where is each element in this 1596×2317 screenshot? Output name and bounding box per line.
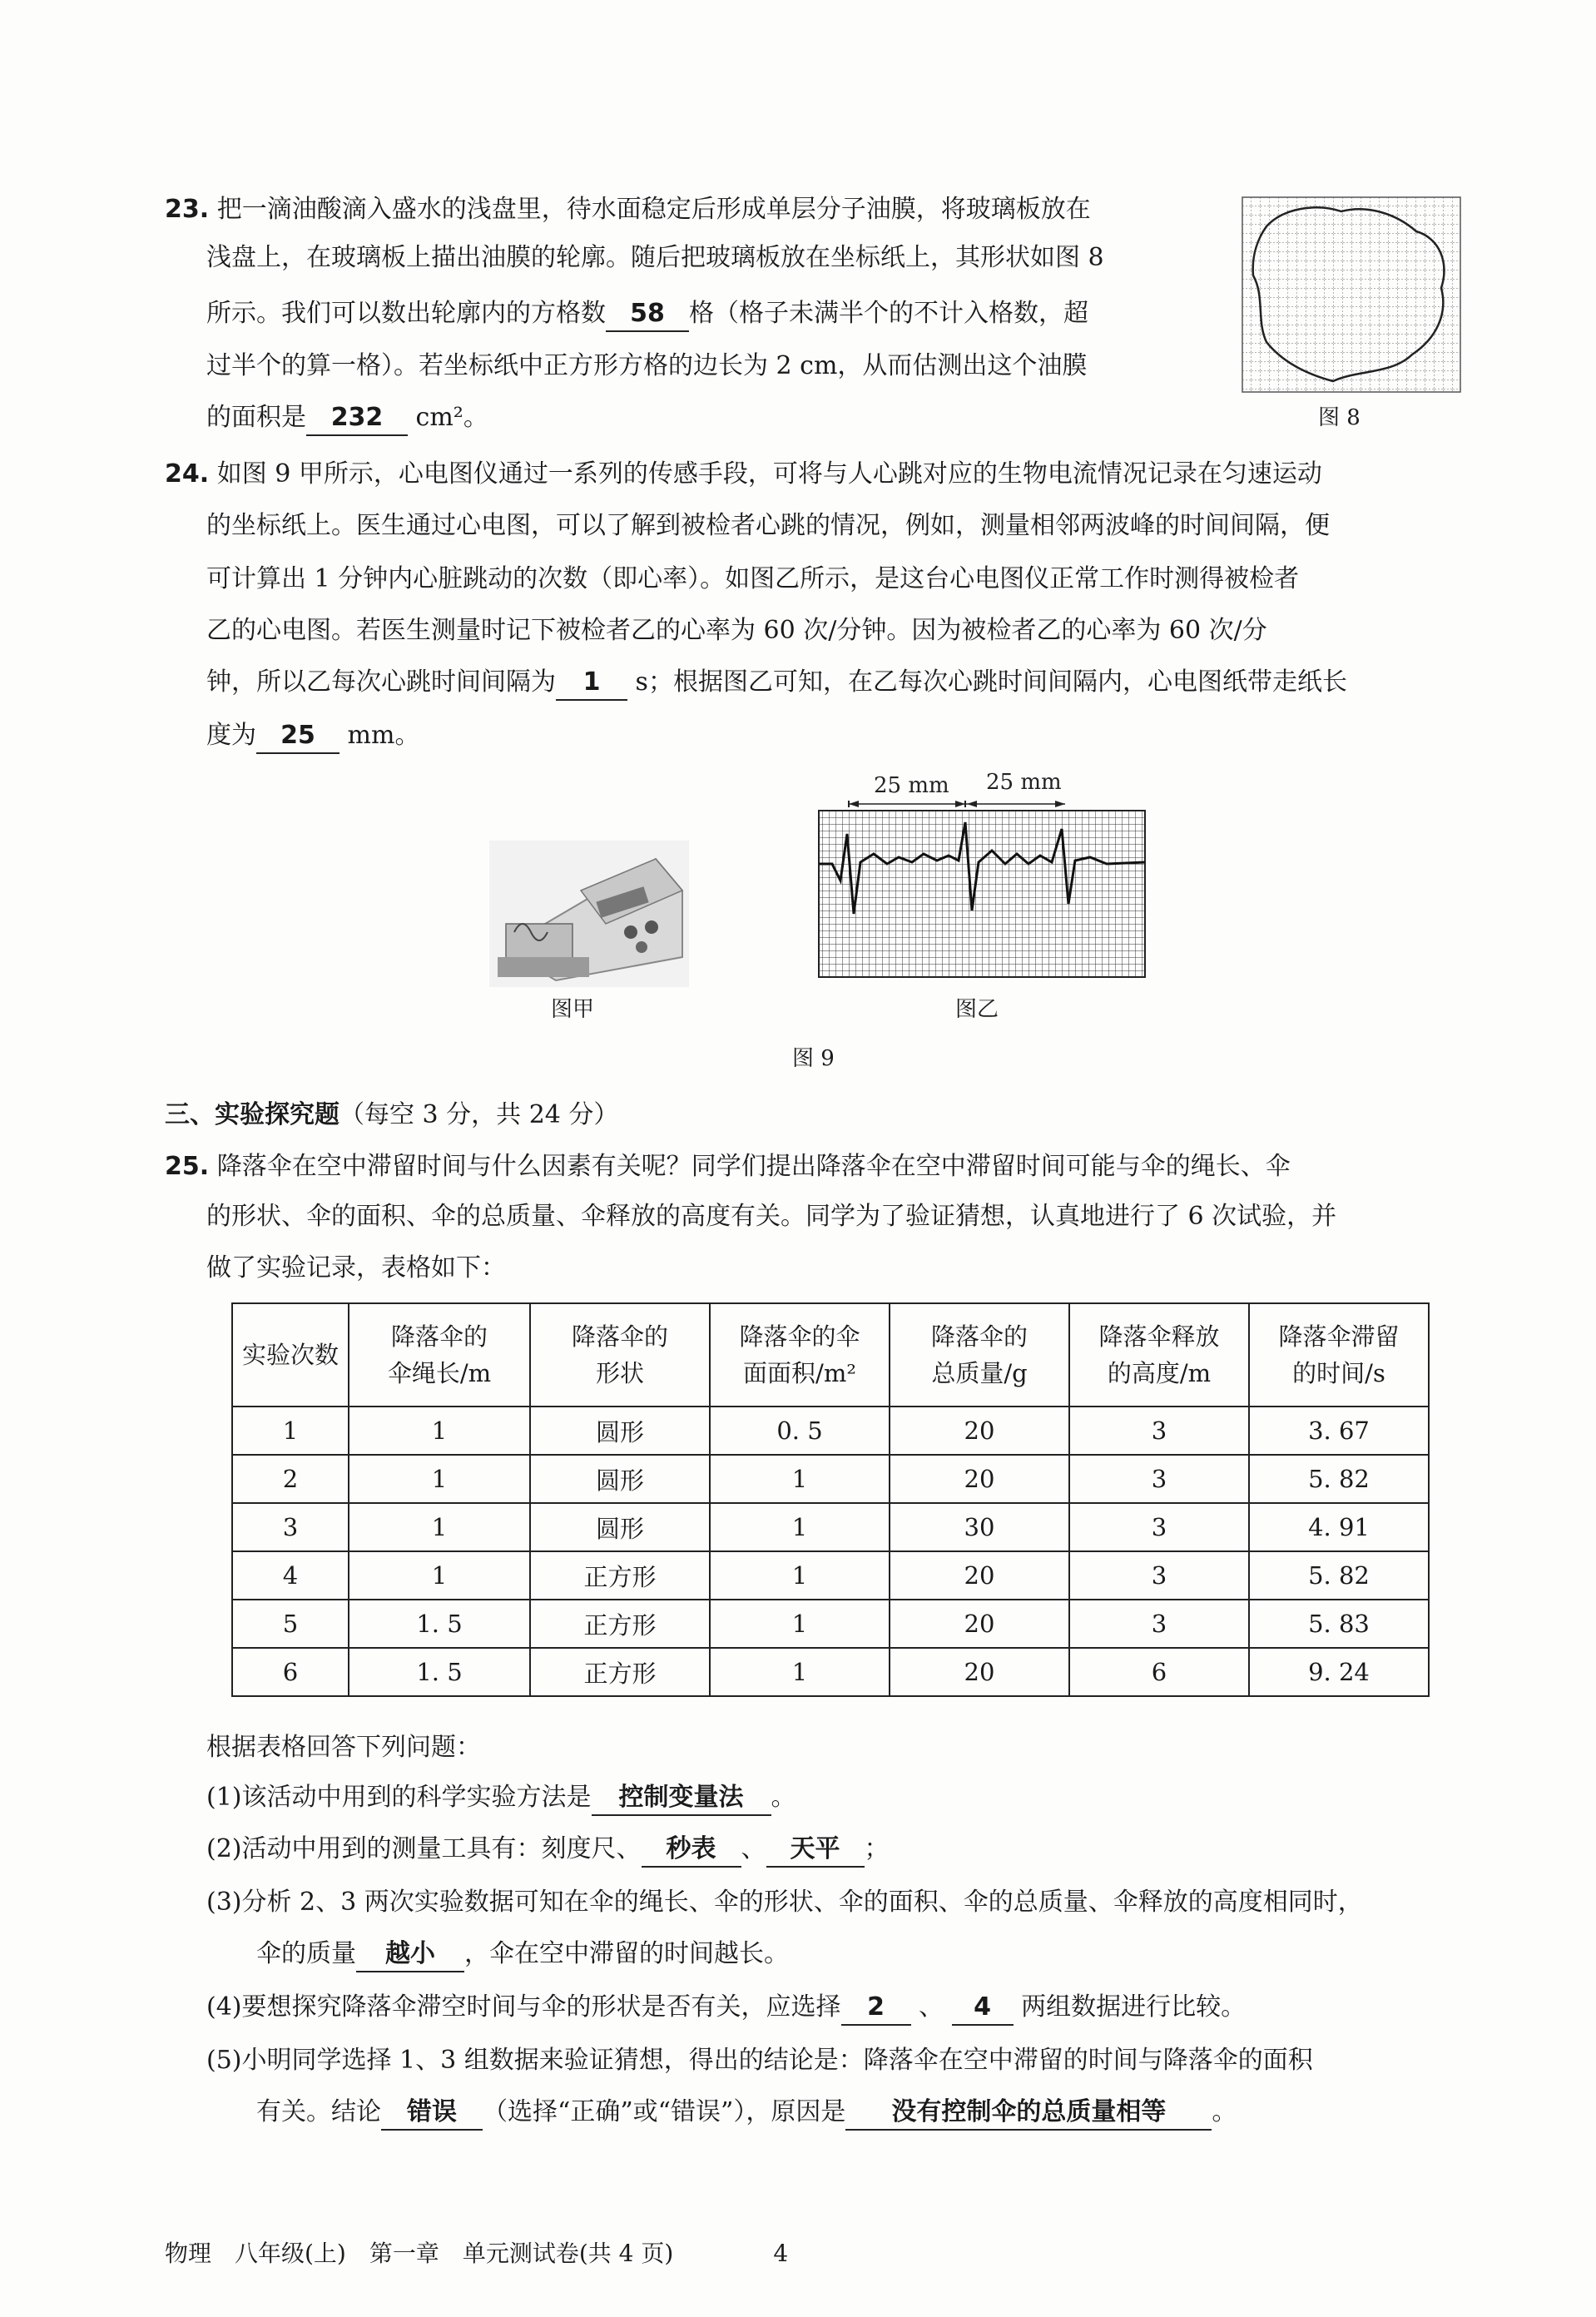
q23-line4: 过半个的算一格）。若坐标纸中正方形方格的边长为 2 cm，从而估测出这个油膜: [206, 351, 1088, 380]
header-shape: 降落伞的 形状: [530, 1303, 710, 1407]
q25-part-5-line2: 有关。结论 错误 （选择“正确”或“错误”），原因是 没有控制伞的总质量相等 。: [256, 2096, 1237, 2131]
figure-8-oil-film-grid: [1242, 196, 1461, 393]
q25-line3: 做了实验记录，表格如下：: [206, 1253, 506, 1283]
figure-9-ecg-chart: [815, 764, 1148, 982]
q23-line3: 所示。我们可以数出轮廓内的方格数 58 格（格子未满半个的不计入格数，超: [206, 297, 1088, 332]
q25-part-5-line1: (5)小明同学选择 1、3 组数据来验证猜想，得出的结论是：降落伞在空中滞留的时间与降落伞的面积: [206, 2046, 1313, 2075]
page-number: 4: [773, 2240, 789, 2267]
q25-answer-2b: 天平: [766, 1833, 865, 1868]
table-row: 2 1 圆形 1 20 3 5. 82: [232, 1455, 1429, 1503]
q24-line6: 度为 25 mm。: [206, 719, 419, 754]
q25-answer-2a: 秒表: [642, 1833, 741, 1868]
q25-line2: 的形状、伞的面积、伞的总质量、伞释放的高度有关。同学为了验证猜想，认真地进行了 6 次试验，并: [206, 1202, 1337, 1231]
q23-answer-1: 58: [606, 297, 689, 332]
q25-line1: 25. 降落伞在空中滞留时间与什么因素有关呢？同学们提出降落伞在空中滞留时间可能与伞的绳长、伞: [165, 1152, 1291, 1181]
q25-part-1: (1)该活动中用到的科学实验方法是 控制变量法 。: [206, 1781, 796, 1816]
header-area: 降落伞的伞 面面积/m²: [710, 1303, 890, 1407]
q25-answer-4b: 4: [952, 1991, 1014, 2026]
figure-9-ecg-machine-photo: [489, 841, 689, 987]
header-release-height: 降落伞释放 的高度/m: [1069, 1303, 1249, 1407]
parachute-data-table: [231, 1302, 1430, 1697]
q25-part-4: (4)要想探究降落伞滞空时间与伞的形状是否有关，应选择 2 、 4 两组数据进行比较。: [206, 1991, 1246, 2026]
table-row: 5 1. 5 正方形 1 20 3 5. 83: [232, 1600, 1429, 1648]
q25-answer-3: 越小: [356, 1937, 464, 1972]
figure-8-caption: 图 8: [1318, 405, 1361, 430]
table-row: 4 1 正方形 1 20 3 5. 82: [232, 1551, 1429, 1600]
table-row: 1 1 圆形 0. 5 20 3 3. 67: [232, 1407, 1429, 1455]
q23-answer-2: 232: [306, 401, 408, 436]
ecg-label-left: 25 mm: [874, 773, 949, 798]
header-rope-length: 降落伞的 伞绳长/m: [349, 1303, 530, 1407]
table-row: 6 1. 5 正方形 1 20 6 9. 24: [232, 1648, 1429, 1696]
q24-answer-2: 25: [256, 719, 340, 754]
q25-part-3-line2: 伞的质量 越小 ，伞在空中滞留的时间越长。: [256, 1937, 789, 1972]
q25-answer-5a: 错误: [381, 2096, 483, 2131]
header-trial-number: 实验次数: [232, 1303, 349, 1407]
q25-part-3-line1: (3)分析 2、3 两次实验数据可知在伞的绳长、伞的形状、伞的面积、伞的总质量、伞释放的高度相同时，: [206, 1888, 1363, 1917]
header-total-mass: 降落伞的 总质量/g: [890, 1303, 1069, 1407]
q25-answer-4a: 2: [841, 1991, 911, 2026]
q24-line5: 钟，所以乙每次心跳时间间隔为 1 s；根据图乙可知，在乙每次心跳时间间隔内，心电图纸带走纸长: [206, 666, 1347, 701]
figure-9-jia-caption: 图甲: [551, 997, 595, 1022]
q24-answer-1: 1: [556, 666, 627, 701]
table-row: 3 1 圆形 1 30 3 4. 91: [232, 1503, 1429, 1551]
figure-9-yi-caption: 图乙: [955, 997, 999, 1022]
q23-line2: 浅盘上，在玻璃板上描出油膜的轮廓。随后把玻璃板放在坐标纸上，其形状如图 8: [206, 243, 1104, 272]
header-hang-time: 降落伞滞留 的时间/s: [1249, 1303, 1429, 1407]
q23-line1: 23. 把一滴油酸滴入盛水的浅盘里，待水面稳定后形成单层分子油膜，将玻璃板放在: [165, 195, 1091, 224]
table-header-row: [232, 1303, 1429, 1407]
q24-line1: 24. 如图 9 甲所示，心电图仪通过一系列的传感手段，可将与人心跳对应的生物电流情况记录在匀速运动: [165, 459, 1322, 489]
q25-intro: 根据表格回答下列问题：: [206, 1733, 481, 1762]
section-heading: 三、实验探究题（每空 3 分，共 24 分）: [165, 1100, 619, 1129]
ecg-label-right: 25 mm: [986, 770, 1062, 795]
q24-line4: 乙的心电图。若医生测量时记下被检者乙的心率为 60 次/分钟。因为被检者乙的心率为 60 次/分: [206, 616, 1267, 645]
q23-line5: 的面积是 232 cm²。: [206, 401, 488, 436]
q25-answer-5b: 没有控制伞的总质量相等: [845, 2096, 1212, 2131]
q25-part-2: (2)活动中用到的测量工具有：刻度尺、 秒表 、 天平 ；: [206, 1833, 890, 1868]
figure-9-caption: 图 9: [792, 1046, 835, 1071]
q25-answer-1: 控制变量法: [592, 1781, 771, 1816]
page-footer: 物理 八年级(上) 第一章 单元测试卷(共 4 页) 4: [165, 2240, 789, 2267]
q24-line3: 可计算出 1 分钟内心脏跳动的次数（即心率）。如图乙所示，是这台心电图仪正常工作时测得被检者: [206, 564, 1300, 593]
q24-line2: 的坐标纸上。医生通过心电图，可以了解到被检者心跳的情况，例如，测量相邻两波峰的时间间隔，便: [206, 511, 1330, 540]
